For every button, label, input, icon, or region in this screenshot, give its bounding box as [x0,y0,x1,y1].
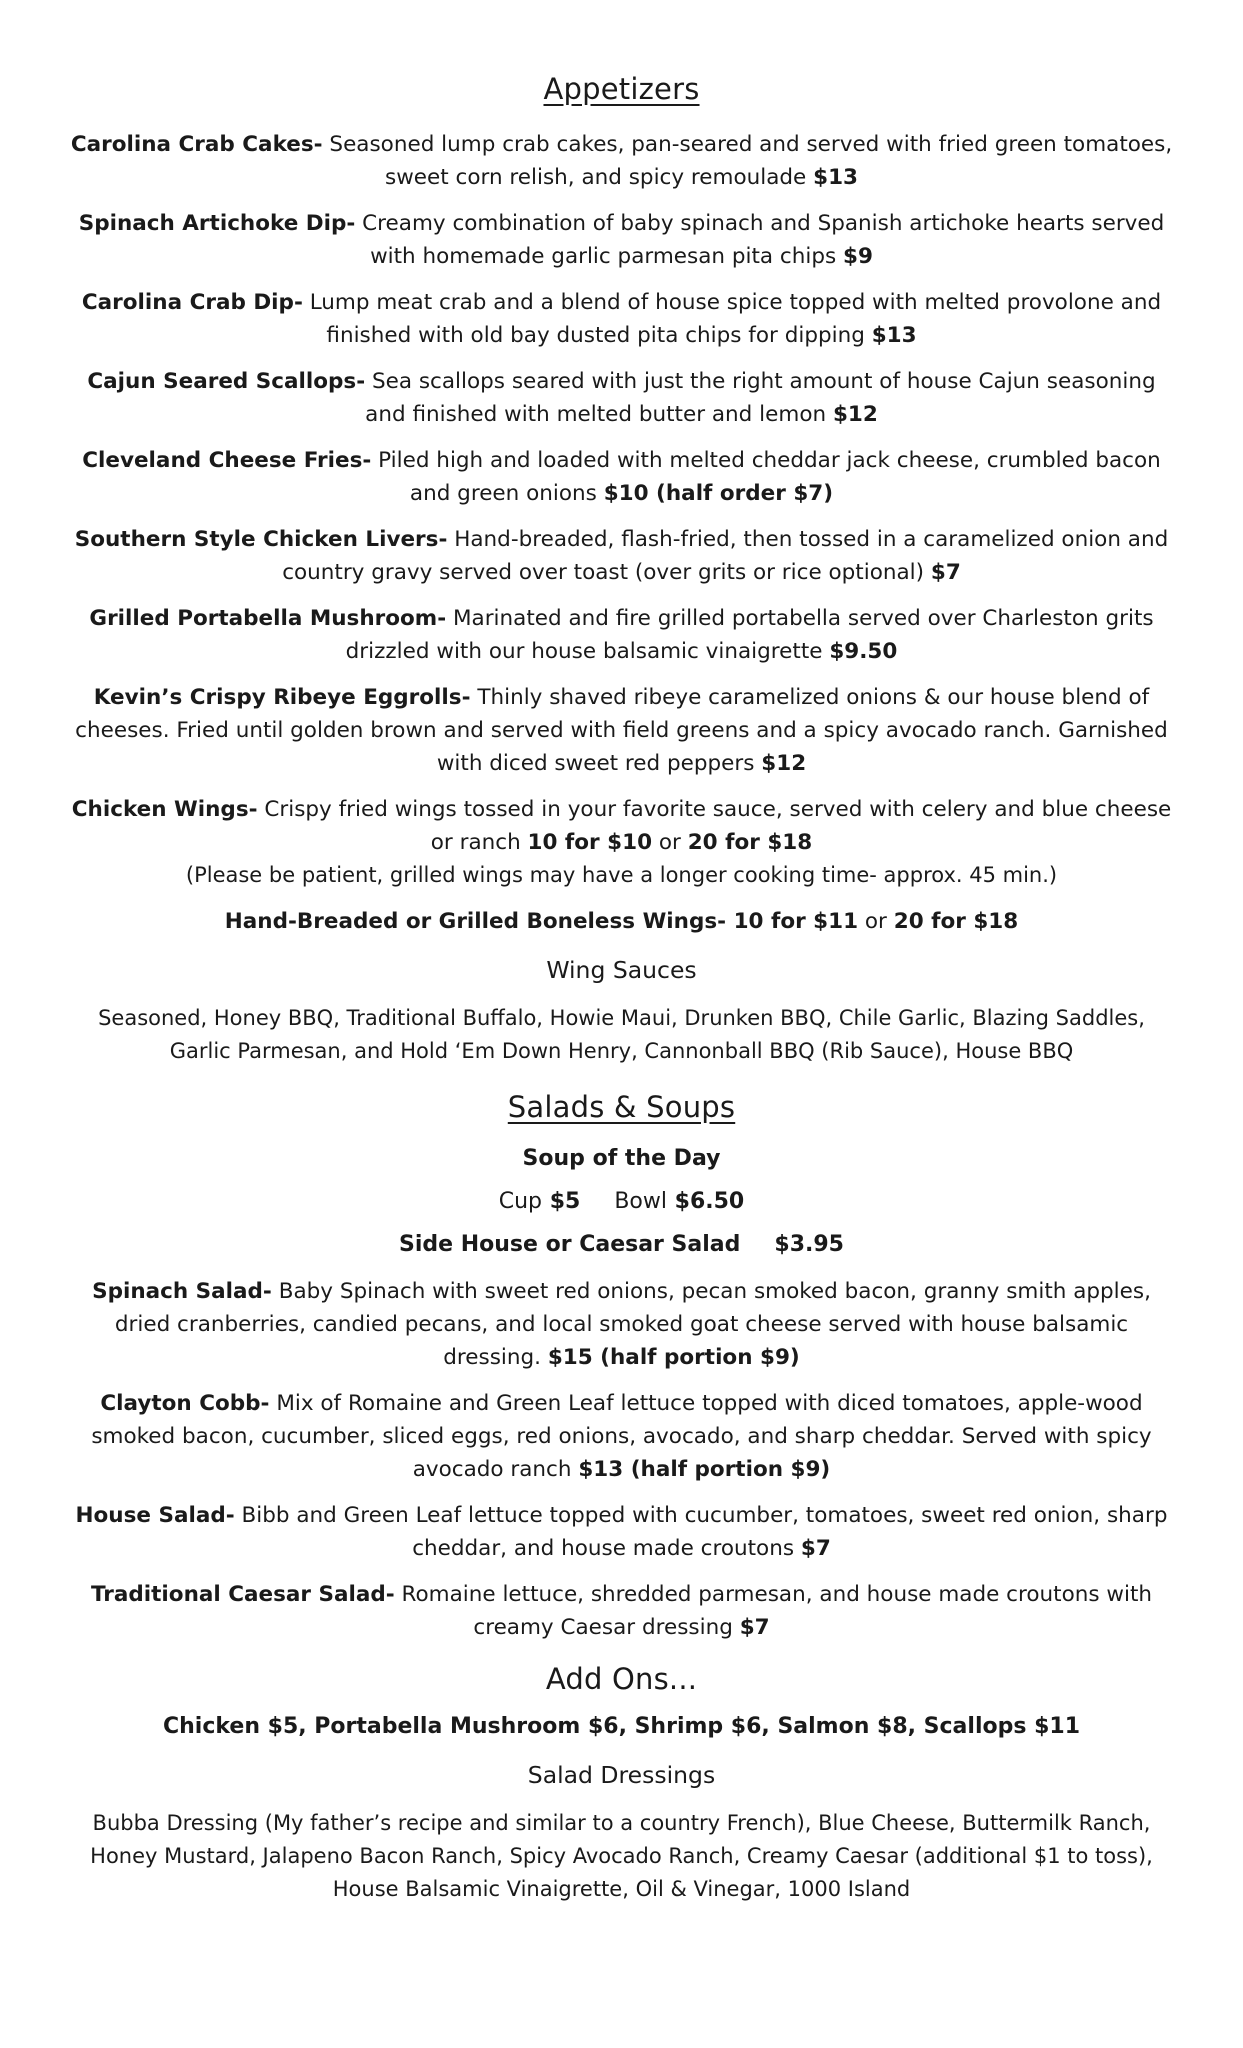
item-name: Kevin’s Crispy Ribeye Eggrolls- [93,685,471,710]
menu-item [70,207,1173,273]
soup-prices [70,1189,1173,1214]
appetizers-title: Appetizers [543,72,700,106]
salads-title: Salads & Soups [507,1090,736,1124]
item-name: Cleveland Cheese Fries- [82,448,372,473]
soup-title: Soup of the Day [522,1146,721,1171]
item-price: $7 [930,560,961,585]
menu-item [70,1387,1173,1486]
item-price: 10 for $11 [726,909,859,934]
menu-item [70,681,1173,780]
item-price: $9 [843,244,873,269]
side-salad-label: Side House or Caesar Salad [399,1232,741,1257]
item-description: Crispy fried wings tossed in your favorite sauce, served with celery and blue cheese or ranch [257,797,1172,855]
item-description: Marinated and fire grilled portabella served over Charleston grits drizzled with our house balsamic vinaigrette [345,606,1154,664]
menu-item [70,523,1173,589]
item-price: 10 for $10 [527,830,653,855]
menu-item [70,444,1173,510]
item-name: Cajun Seared Scallops- [87,369,366,394]
item-description: Romaine lettuce, shredded parmesan, and house made croutons with creamy Caesar dressing [394,1582,1153,1640]
item-description: Baby Spinach with sweet red onions, pecan smoked bacon, granny smith apples, dried cranberries, candied pecans, and local smoked goat cheese served with house balsamic dressing. [114,1279,1151,1370]
item-name: Carolina Crab Cakes- [70,132,323,157]
item-price: $13 [813,165,858,190]
item-price: $15 (half portion $9) [547,1345,800,1370]
side-salad-price: $3.95 [774,1232,844,1257]
item-name: House Salad- [75,1503,235,1528]
side-salad-line [70,1232,1173,1257]
item-name: Traditional Caesar Salad- [90,1582,395,1607]
item-price: 20 for $18 [687,830,813,855]
item-description: Seasoned lump crab cakes, pan-seared and served with fried green tomatoes, sweet corn relish, and spicy remoulade [322,132,1173,190]
item-name: Hand-Breaded or Grilled Boneless Wings- [224,909,727,934]
boneless-wings-item [70,905,1173,938]
item-price: $13 [871,323,917,348]
item-price: $9.50 [829,639,898,664]
item-price: $7 [800,1536,831,1561]
item-name: Spinach Artichoke Dip- [78,211,356,236]
menu-item [70,128,1173,194]
wing-sauces-title: Wing Sauces [546,956,697,984]
price-separator: or [858,909,894,934]
item-price: $13 (half portion $9) [578,1457,831,1482]
item-description: Mix of Romaine and Green Leaf lettuce topped with diced tomatoes, apple-wood smoked bacon, cucumber, sliced eggs, red onions, avocado, and sharp cheddar. Served with spicy avocado ranch [91,1391,1152,1482]
item-name: Carolina Crab Dip- [81,290,303,315]
item-price: $10 (half order $7) [603,481,834,506]
menu-item [70,1275,1173,1374]
item-name: Clayton Cobb- [100,1391,270,1416]
item-name: Grilled Portabella Mushroom- [89,606,447,631]
item-price: $7 [739,1615,770,1640]
price-separator: or [652,830,688,855]
item-description: Piled high and loaded with melted cheddar jack cheese, crumbled bacon and green onions [371,448,1161,506]
addons-title: Add Ons... [545,1662,698,1696]
item-name: Spinach Salad- [92,1279,272,1304]
dressings-title: Salad Dressings [527,1761,716,1789]
menu-page [70,72,1173,1928]
item-name: Chicken Wings- [71,797,258,822]
item-price: $12 [761,751,807,776]
item-price: 20 for $18 [893,909,1019,934]
wing-sauces-list: Seasoned, Honey BBQ, Traditional Buffalo, Howie Maui, Drunken BBQ, Chile Garlic, Blazing Saddles, Garlic Parmesan, and Hold ‘Em Down Henry, Cannonball BBQ (Rib Sauce), House BBQ [98,1006,1145,1063]
menu-item [70,602,1173,668]
menu-item [70,1578,1173,1644]
cup-label: Cup [498,1189,543,1214]
item-description: Sea scallops seared with just the right amount of house Cajun seasoning and finished with melted butter and lemon [365,369,1156,427]
wings-note: (Please be patient, grilled wings may have a longer cooking time- approx. 45 min.) [185,863,1058,887]
item-description: Thinly shaved ribeye caramelized onions & our house blend of cheeses. Fried until golden brown and served with field greens and a spicy avocado ranch. Garnished with diced sweet red peppers [75,685,1168,776]
addons-list: Chicken $5, Portabella Mushroom $6, Shrimp $6, Salmon $8, Scallops $11 [162,1714,1081,1739]
item-price: $12 [832,402,878,427]
item-description: Hand-breaded, flash-fried, then tossed in a caramelized onion and country gravy served over toast (over grits or rice optional) [282,527,1169,585]
bowl-price: $6.50 [666,1189,745,1214]
item-description: Bibb and Green Leaf lettuce topped with cucumber, tomatoes, sweet red onion, sharp cheddar, and house made croutons [234,1503,1168,1561]
menu-item [70,365,1173,431]
bowl-label: Bowl [614,1189,667,1214]
menu-item [70,1499,1173,1565]
item-name: Southern Style Chicken Livers- [74,527,448,552]
menu-item [70,286,1173,352]
chicken-wings-item [70,793,1173,859]
item-description: Creamy combination of baby spinach and Spanish artichoke hearts served with homemade garlic parmesan pita chips [355,211,1165,269]
cup-price: $5 [542,1189,581,1214]
item-description: Lump meat crab and a blend of house spice topped with melted provolone and finished with old bay dusted pita chips for dipping [302,290,1162,348]
dressings-list: Bubba Dressing (My father’s recipe and similar to a country French), Blue Cheese, Buttermilk Ranch, Honey Mustard, Jalapeno Bacon Ranch, Spicy Avocado Ranch, Creamy Caesar (additional $1 to toss), House Balsamic Vinaigrette, Oil & Vinegar, 1000 Island [90,1811,1153,1901]
